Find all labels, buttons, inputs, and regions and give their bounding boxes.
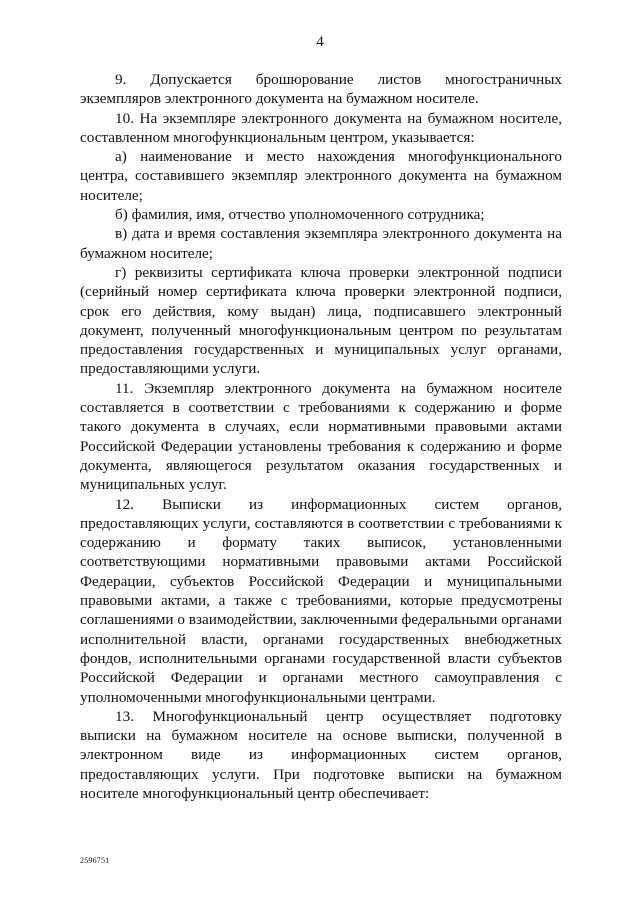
document-code: 2596751: [80, 856, 110, 865]
paragraph-10: 10. На экземпляре электронного документа на бумажном носителе, составленном многофункциональным центром, указывается:: [80, 109, 562, 146]
paragraph-10-item-b: б) фамилия, имя, отчество уполномоченного сотрудника;: [115, 206, 485, 224]
paragraph-10-item-a: а) наименование и место нахождения многофункционального центра, составившего экземпляр электронного документа на бумажном носителе;: [80, 148, 562, 204]
paragraph-13: 13. Многофункциональный центр осуществляет подготовку выписки на бумажном носителе на основе выписки, полученной в электронном виде из информационных систем органов, предоставляющих услуги. При подготовке выписки на бумажном носителе многофункциональный центр обеспечивает:: [80, 707, 562, 802]
paragraph-12: 12. Выписки из информационных систем органов, предоставляющих услуги, составляются в соответствии с требованиями к содержанию и формату таких выписок, установленными соответствующими нормативными правовыми актами Российской Федерации, субъектов Российской Федерации и муниципальными правовыми актами, а также с требованиями, которые предусмотрены соглашениями о взаимодействии, заключенными федеральными органами исполнительной власти, органами государственных внебюджетных фондов, исполнительными органами государственной власти субъектов Российской Федерации и органами местного самоуправления с уполномоченными многофункциональными центрами.: [80, 495, 562, 706]
paragraph-11: 11. Экземпляр электронного документа на бумажном носителе составляется в соответствии с требованиями к содержанию и форме такого документа в случаях, если нормативными правовыми актами Российской Федерации установлены требования к содержанию и форме документа, являющегося результатом оказания государственных и муниципальных услуг.: [80, 379, 562, 494]
paragraph-10-item-g: г) реквизиты сертификата ключа проверки электронной подписи (серийный номер сертификата ключа проверки электронной подписи, срок его действия, кому выдан) лица, подписавшего электронный документ, полученный многофункциональным центром по результатам предоставления государственных и муниципальных услуг органами, предоставляющими услуги.: [80, 263, 562, 378]
page-number: 4: [316, 34, 324, 50]
paragraph-10-item-v: в) дата и время составления экземпляра электронного документа на бумажном носителе;: [80, 225, 562, 262]
paragraph-9: 9. Допускается брошюрование листов многостраничных экземпляров электронного документа на бумажном носителе.: [80, 71, 562, 108]
document-body: [80, 70, 562, 803]
